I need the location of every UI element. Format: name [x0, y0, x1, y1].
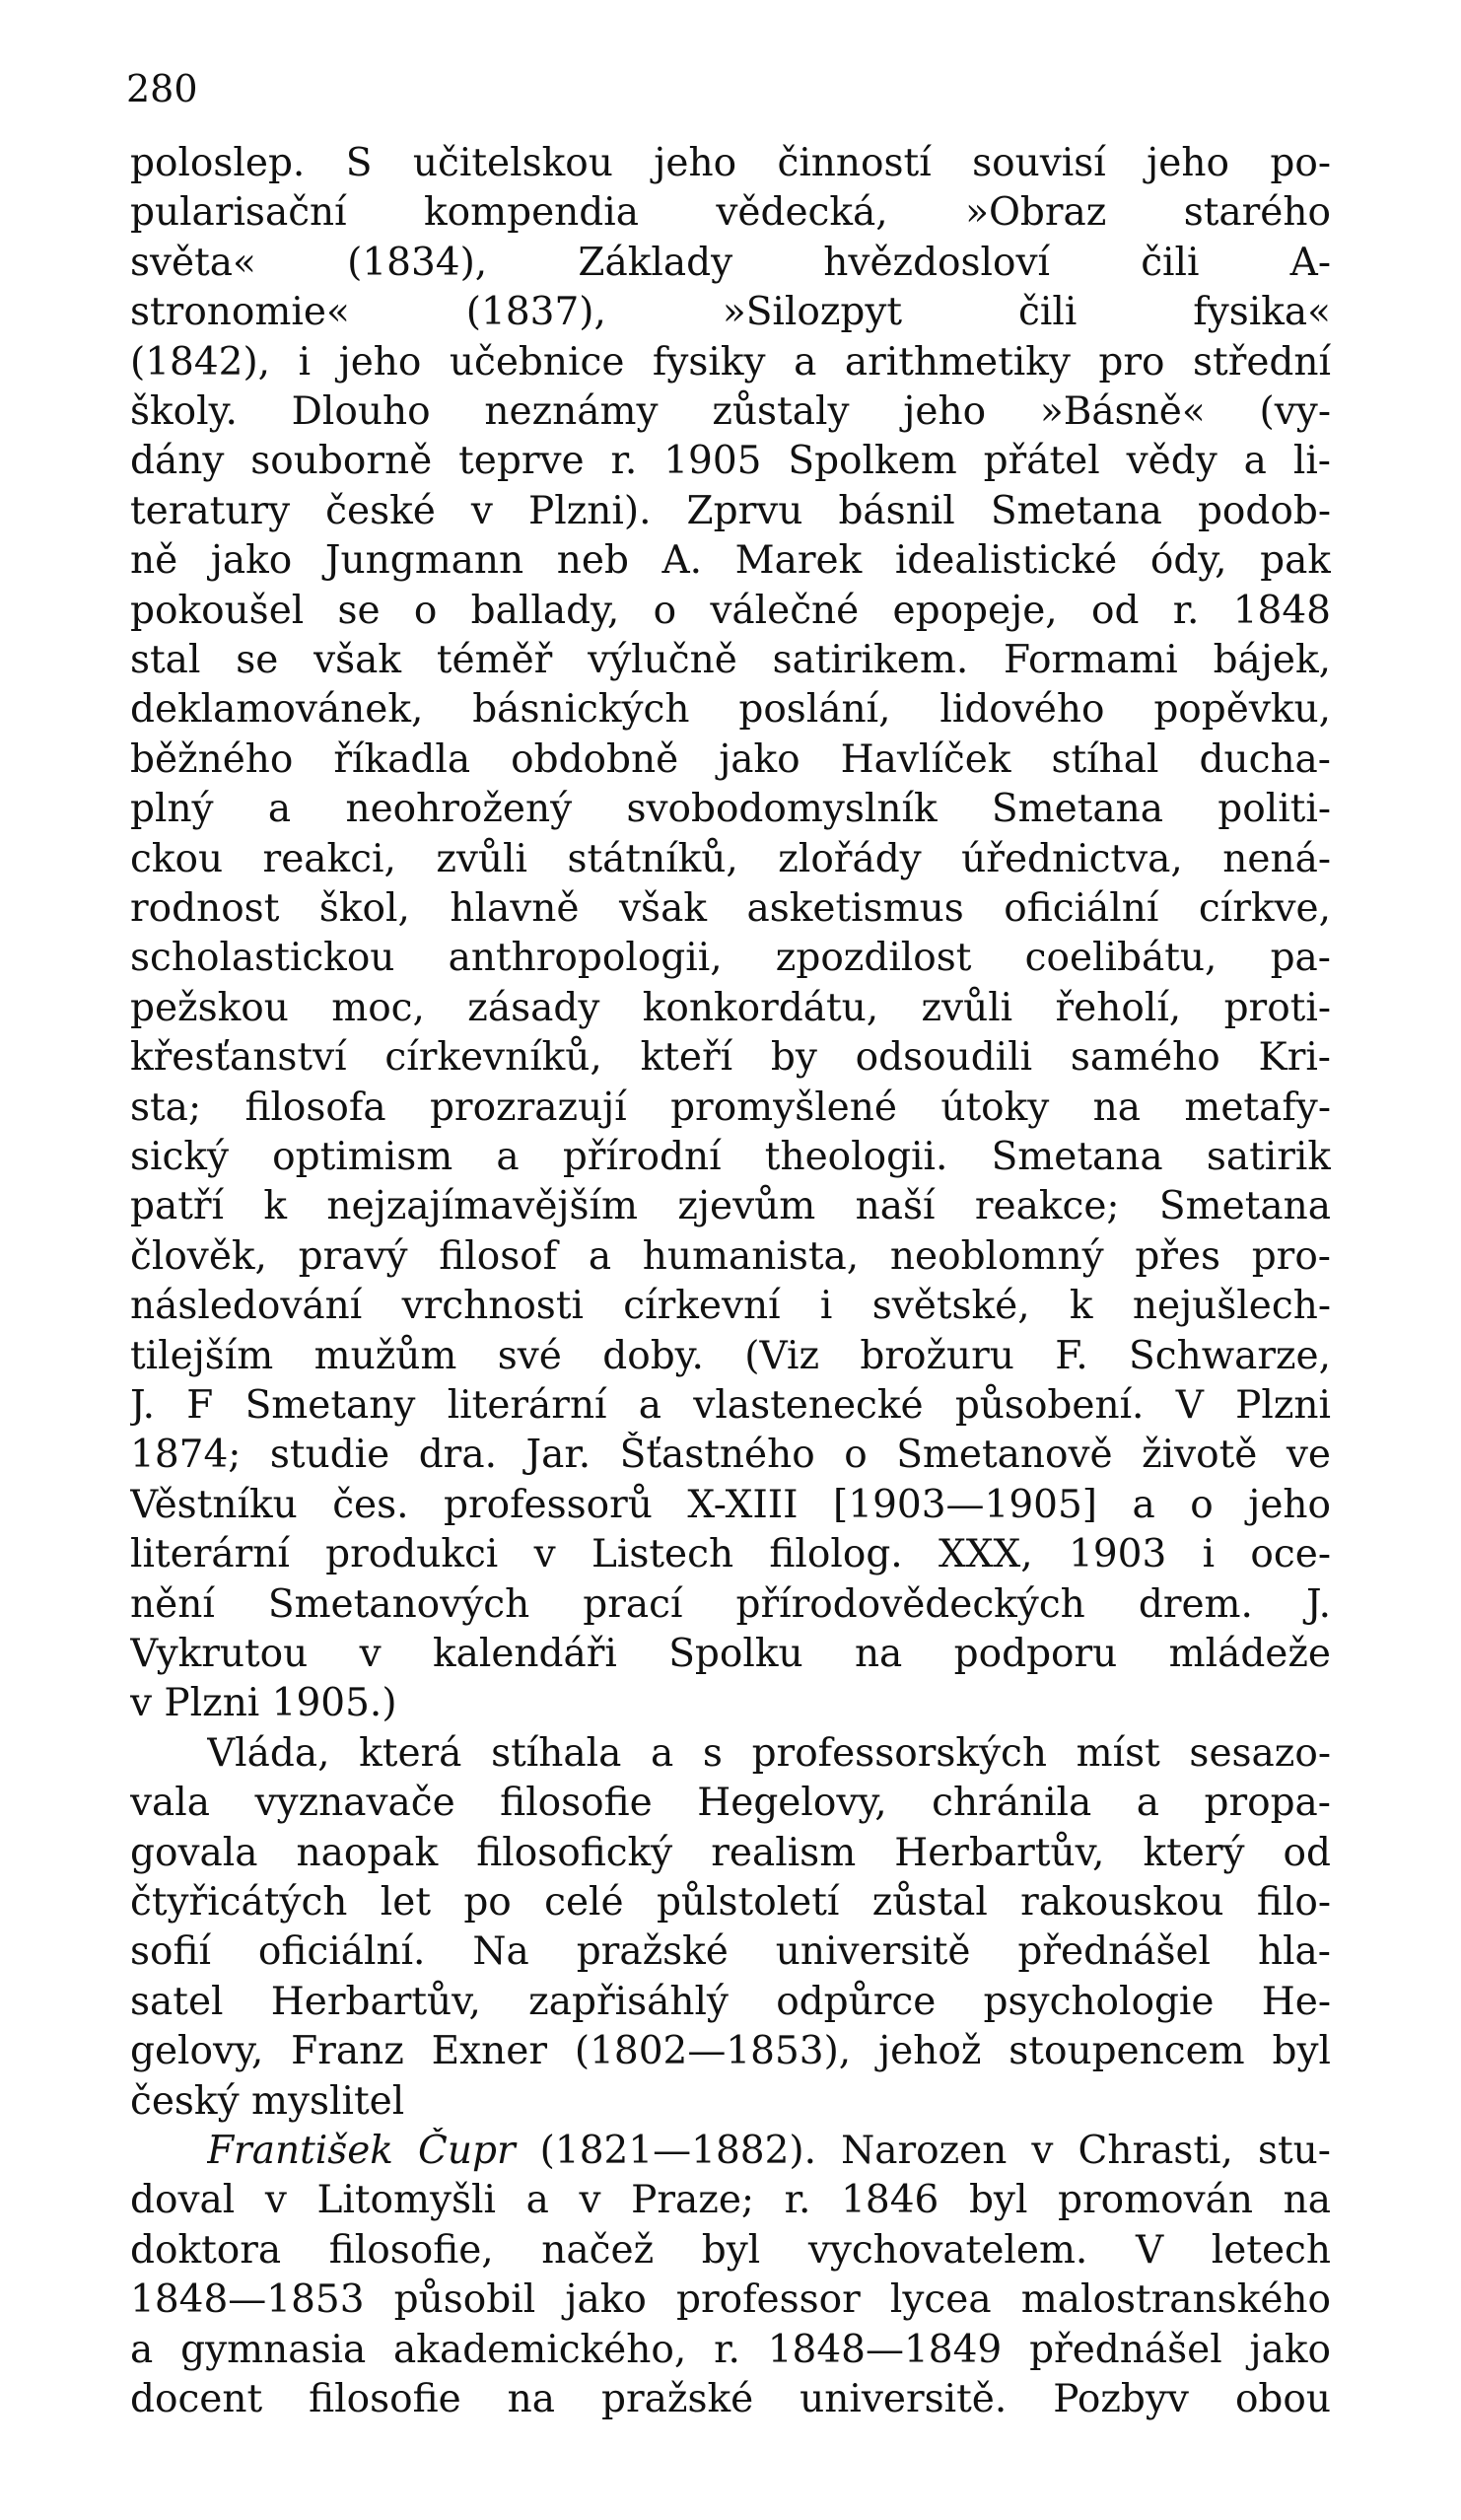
text-line: pularisační kompendia vědecká, »Obraz starého: [130, 190, 1331, 235]
page-number: 280: [126, 67, 198, 110]
text-line: plný a neohrožený svobodomyslník Smetana politi-: [130, 787, 1331, 831]
text-line: světa« (1834), Základy hvězdosloví čili A-: [130, 241, 1331, 285]
text-line: běžného říkadla obdobně jako Havlíček stíhal ducha-: [130, 737, 1331, 782]
text-line: patří k nejzajímavějším zjevům naší reakce; Smetana: [130, 1184, 1331, 1228]
text-line: J. F Smetany literární a vlastenecké působení. V Plzni: [130, 1383, 1331, 1428]
text-line: Vláda, která stíhala a s professorských míst sesazo-: [207, 1731, 1331, 1776]
text-line: doktora filosofie, načež byl vychovatelem. V letech: [130, 2228, 1331, 2273]
text-line: Věstníku čes. professorů X-XIII [1903—1905] a o jeho: [130, 1483, 1331, 1527]
text-line: (1842), i jeho učebnice fysiky a arithmetiky pro střední: [130, 340, 1331, 385]
text-line: scholastickou anthropologii, zpozdilost coelibátu, pa-: [130, 936, 1331, 980]
text-line-content: (1821—1882). Narozen v Chrasti, stu-: [515, 2129, 1331, 2173]
text-line: stal se však téměř výlučně satirikem. Formami bájek,: [130, 638, 1331, 682]
text-line: ckou reakci, zvůli státníků, zlořády úřednictva, nená-: [130, 837, 1331, 881]
text-line: literární produkci v Listech filolog. XXX, 1903 i oce-: [130, 1532, 1331, 1576]
text-line: vala vyznavače filosofie Hegelovy, chránila a propa-: [130, 1781, 1331, 1825]
text-line: pokoušel se o ballady, o válečné epopeje, od r. 1848: [130, 589, 1331, 633]
text-line: govala naopak filosofický realism Herbartův, který od: [130, 1831, 1331, 1875]
text-line: křesťanství církevníků, kteří by odsoudili samého Kri-: [130, 1035, 1331, 1080]
text-line: Vykrutou v kalendáři Spolku na podporu mládeže: [130, 1632, 1331, 1676]
text-line: doval v Litomyšli a v Praze; r. 1846 byl promován na: [130, 2178, 1331, 2222]
text-line: [207, 2128, 1331, 2175]
text-line: následování vrchnosti církevní i světské, k nejušlech-: [130, 1284, 1331, 1328]
text-line: 1848—1853 působil jako professor lycea malostranského: [130, 2277, 1331, 2322]
text-line: školy. Dlouho neznámy zůstaly jeho »Básně« (vy-: [130, 389, 1331, 434]
text-line: český myslitel: [130, 2079, 405, 2124]
text-line: člověk, pravý filosof a humanista, neoblomný přes pro-: [130, 1234, 1331, 1279]
text-line: satel Herbartův, zapřisáhlý odpůrce psychologie He-: [130, 1980, 1331, 2024]
text-line: v Plzni 1905.): [130, 1681, 397, 1725]
text-line: 1874; studie dra. Jar. Šťastného o Smetanově životě ve: [130, 1433, 1331, 1477]
text-line: sta; filosofa prozrazují promyšlené útoky na metafy-: [130, 1085, 1331, 1130]
text-line: stronomie« (1837), »Silozpyt čili fysika«: [130, 290, 1331, 334]
text-line: teratury české v Plzni). Zprvu básnil Smetana podob-: [130, 489, 1331, 533]
text-line: rodnost škol, hlavně však asketismus oficiální církve,: [130, 886, 1331, 931]
text-line: poloslep. S učitelskou jeho činností souvisí jeho po-: [130, 141, 1331, 185]
text-line: ně jako Jungmann neb A. Marek idealistické ódy, pak: [130, 538, 1331, 583]
author-name: František Čupr: [207, 2129, 516, 2173]
text-line: sický optimism a přírodní theologii. Smetana satirik: [130, 1135, 1331, 1179]
text-line: nění Smetanových prací přírodovědeckých drem. J.: [130, 1582, 1331, 1627]
text-line: pežskou moc, zásady konkordátu, zvůli řeholí, proti-: [130, 986, 1331, 1030]
text-line: a gymnasia akademického, r. 1848—1849 přednášel jako: [130, 2328, 1331, 2372]
text-line: dány souborně teprve r. 1905 Spolkem přátel vědy a li-: [130, 439, 1331, 483]
text-line: deklamovánek, básnických poslání, lidového popěvku,: [130, 687, 1331, 732]
text-line: tilejším mužům své doby. (Viz brožuru F. Schwarze,: [130, 1334, 1331, 1378]
text-line: sofií oficiální. Na pražské universitě přednášel hla-: [130, 1929, 1331, 1974]
text-line: čtyřicátých let po celé půlstoletí zůstal rakouskou filo-: [130, 1880, 1331, 1925]
text-line: docent filosofie na pražské universitě. Pozbyv obou: [130, 2377, 1331, 2421]
text-line: gelovy, Franz Exner (1802—1853), jehož stoupencem byl: [130, 2029, 1331, 2073]
